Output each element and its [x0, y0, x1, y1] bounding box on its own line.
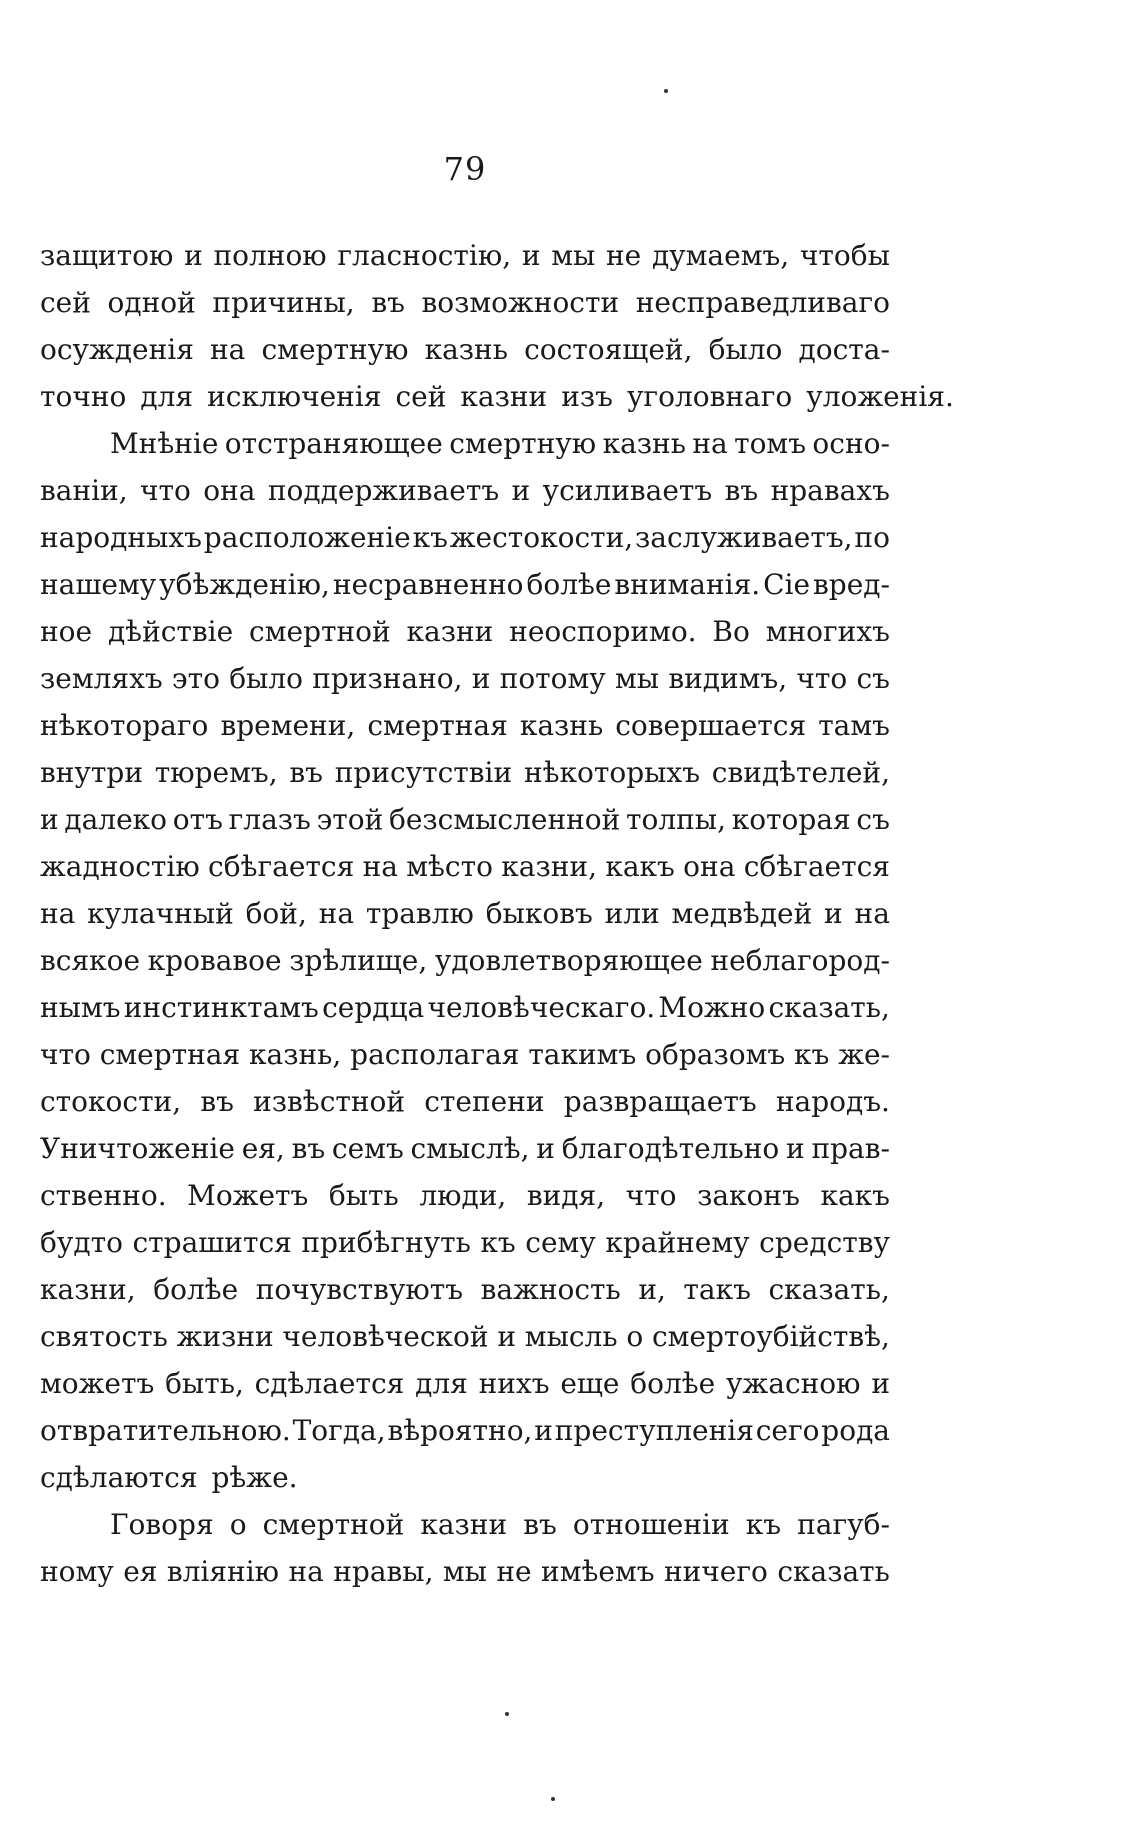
word: нравахъ	[770, 474, 890, 507]
word: народъ.	[775, 1085, 890, 1118]
word: совершается	[615, 709, 807, 742]
word: человѣческаго.	[427, 991, 656, 1024]
text-line	[40, 1219, 890, 1266]
word: смертную	[449, 427, 597, 460]
word: полною	[213, 239, 327, 272]
word: жестокости,	[449, 521, 634, 554]
word: отвратительною.	[40, 1414, 291, 1447]
word: неоспоримо.	[509, 615, 697, 648]
word: съ	[856, 662, 890, 695]
word: прав-	[811, 1132, 890, 1165]
word: на	[362, 850, 398, 883]
word: сбѣгается	[208, 850, 355, 883]
text-line	[40, 1407, 890, 1454]
word: дѣйствіе	[107, 615, 234, 648]
word: Тогда,	[292, 1414, 386, 1447]
word: земляхъ	[40, 662, 163, 695]
text-line	[40, 937, 890, 984]
word: тамъ	[818, 709, 890, 742]
word: пагуб-	[797, 1508, 890, 1541]
word: нравы,	[333, 1555, 434, 1588]
word: Уничтоженіе	[40, 1132, 235, 1165]
text-line	[40, 279, 890, 326]
word: отстраняющее	[224, 427, 443, 460]
word: на	[288, 1555, 324, 1588]
word: Можно	[658, 991, 766, 1024]
word: сказать,	[768, 1273, 890, 1306]
word: и	[536, 1132, 555, 1165]
word: къ	[480, 1226, 516, 1259]
text-line	[40, 561, 890, 608]
word: располагая	[350, 1038, 520, 1071]
text-line	[40, 1031, 890, 1078]
word: видимъ,	[668, 662, 788, 695]
word: мы	[615, 662, 660, 695]
word: и	[497, 1320, 517, 1353]
text-line	[40, 467, 890, 514]
word: вѣроятно,	[387, 1414, 533, 1447]
word: и	[471, 662, 491, 695]
word: было	[229, 662, 303, 695]
word: свидѣтелей,	[711, 756, 890, 789]
word: это	[171, 662, 220, 695]
word: средству	[759, 1226, 890, 1259]
word: исключенія	[207, 380, 382, 413]
word: быть	[328, 1179, 399, 1212]
word: рода	[821, 1414, 890, 1447]
word: сказать,	[768, 991, 890, 1024]
word: мысль	[524, 1320, 618, 1353]
word: что	[625, 1179, 677, 1212]
word: сбѣгается	[743, 850, 890, 883]
word: къ	[412, 521, 448, 554]
word: сей	[40, 286, 91, 319]
text-line	[40, 514, 890, 561]
word: томъ	[734, 427, 807, 460]
word: смыслѣ,	[410, 1132, 530, 1165]
word: на	[210, 333, 246, 366]
text-line	[40, 796, 890, 843]
word: и	[824, 897, 843, 930]
text-line	[40, 984, 890, 1031]
word: ное	[40, 615, 93, 648]
word: въ	[724, 474, 759, 507]
word: благодѣтельно	[561, 1132, 780, 1165]
word: ужасною	[726, 1367, 861, 1400]
word: присутствіи	[334, 756, 513, 789]
word: казни	[460, 380, 548, 413]
word: состоящей,	[524, 333, 693, 366]
word: можетъ	[40, 1367, 155, 1400]
word: сдѣлаются	[40, 1461, 198, 1494]
word: на	[692, 427, 728, 460]
text-line	[40, 749, 890, 796]
word: признано,	[312, 662, 463, 695]
word: что	[40, 1038, 91, 1071]
word: о	[229, 1508, 247, 1541]
word: нымъ	[40, 991, 121, 1024]
text-line	[40, 702, 890, 749]
word: въ	[289, 756, 323, 789]
word: въ	[200, 1085, 234, 1118]
body-text	[40, 232, 954, 1595]
word: ному	[40, 1555, 114, 1588]
word: усиливаетъ	[542, 474, 713, 507]
word: нихъ	[478, 1367, 550, 1400]
word: мы	[551, 239, 596, 272]
word: казнь	[519, 709, 604, 742]
text-line	[40, 655, 890, 702]
word: ственно.	[40, 1179, 167, 1212]
word: такимъ	[528, 1038, 637, 1071]
word: семъ	[331, 1132, 404, 1165]
text-line	[40, 608, 890, 655]
word: и	[521, 239, 541, 272]
word: имѣемъ	[541, 1555, 655, 1588]
word: еще	[560, 1367, 620, 1400]
text-line	[40, 1266, 890, 1313]
text-line	[40, 1360, 890, 1407]
text-line	[40, 1078, 890, 1125]
word: чтобы	[799, 239, 890, 272]
word: казни,	[40, 1273, 136, 1306]
page-number: 79	[443, 150, 487, 188]
word: не	[606, 239, 642, 272]
print-speck	[664, 89, 668, 93]
word: возможности	[421, 286, 620, 319]
word: быть,	[165, 1367, 244, 1400]
word: въ	[523, 1508, 557, 1541]
word: въ	[371, 286, 405, 319]
word: неблагород-	[710, 944, 890, 977]
word: и,	[638, 1273, 666, 1306]
word: расположеніе	[203, 521, 411, 554]
word: удовлетворяющее	[434, 944, 703, 977]
word: извѣстной	[253, 1085, 406, 1118]
word: развращаетъ	[563, 1085, 757, 1118]
word: этой	[316, 803, 384, 836]
word: Мнѣніе	[110, 427, 219, 460]
text-line	[40, 326, 890, 373]
word: она	[683, 850, 736, 883]
word: образомъ	[645, 1038, 786, 1071]
word: которая	[731, 803, 851, 836]
word: къ	[745, 1508, 782, 1541]
word: и	[786, 1132, 805, 1165]
word: уложенія.	[806, 380, 954, 413]
word: казни,	[501, 850, 597, 883]
word: сердца	[322, 991, 425, 1024]
word: смертную	[261, 333, 409, 366]
word: вліянію	[166, 1555, 280, 1588]
word: толпы,	[626, 803, 726, 836]
word: она	[203, 474, 256, 507]
word: медвѣдей	[671, 897, 813, 930]
word: всякое	[40, 944, 141, 977]
word: люди,	[419, 1179, 507, 1212]
word: какъ	[605, 850, 675, 883]
word: прибѣгнуть	[301, 1226, 471, 1259]
word: для	[415, 1367, 468, 1400]
word: Говоря	[110, 1508, 214, 1541]
word: точно	[40, 380, 127, 413]
word: травлю	[365, 897, 474, 930]
text-line	[40, 1313, 890, 1360]
word: важность	[480, 1273, 621, 1306]
word: болѣе	[153, 1273, 239, 1306]
word: глазъ	[228, 803, 311, 836]
word: болѣе	[526, 568, 612, 601]
word: ея	[123, 1555, 158, 1588]
text-line	[40, 843, 890, 890]
word: изъ	[561, 380, 613, 413]
word: и	[871, 1367, 890, 1400]
word: будто	[40, 1226, 123, 1259]
word: страшится	[132, 1226, 292, 1259]
word: почувствуютъ	[255, 1273, 464, 1306]
word: казни	[406, 615, 494, 648]
text-line	[40, 1454, 890, 1501]
text-line	[40, 1172, 890, 1219]
word: смертная	[99, 1038, 241, 1071]
word: казнь,	[249, 1038, 342, 1071]
word: многихъ	[765, 615, 890, 648]
word: сей	[395, 380, 447, 413]
print-speck	[551, 1797, 555, 1801]
word: такъ	[683, 1273, 751, 1306]
word: осно-	[812, 427, 890, 460]
word: смертной	[249, 615, 391, 648]
word: казнь	[602, 427, 686, 460]
word: и	[184, 239, 203, 272]
word: смертной	[262, 1508, 405, 1541]
word: жадностію	[40, 850, 200, 883]
word: Сіе	[763, 568, 811, 601]
word: Во	[712, 615, 750, 648]
text-line	[40, 373, 954, 420]
word: смертная	[367, 709, 508, 742]
word: уголовнаго	[626, 380, 793, 413]
word: казни	[420, 1508, 508, 1541]
word: къ	[794, 1038, 830, 1071]
word: ея,	[241, 1132, 285, 1165]
word: тюремъ,	[154, 756, 278, 789]
word: защитою	[40, 239, 174, 272]
word: народныхъ	[40, 521, 202, 554]
text-line	[40, 232, 890, 279]
word: или	[604, 897, 660, 930]
word: что	[140, 474, 191, 507]
word: и	[534, 1414, 553, 1447]
word: бой,	[245, 897, 307, 930]
word: какъ	[820, 1179, 890, 1212]
word: мѣсто	[406, 850, 493, 883]
word: безсмысленной	[388, 803, 621, 836]
word: смертоубійствѣ,	[651, 1320, 890, 1353]
word: сдѣлается	[254, 1367, 405, 1400]
word: было	[708, 333, 783, 366]
word: болѣе	[630, 1367, 716, 1400]
text-line	[40, 1125, 890, 1172]
word: причины,	[212, 286, 355, 319]
word: же-	[838, 1038, 890, 1071]
word: заслуживаетъ,	[635, 521, 853, 554]
word: казнь	[424, 333, 508, 366]
word: рѣже.	[211, 1461, 298, 1494]
text-line	[40, 890, 890, 937]
word: по	[854, 521, 890, 554]
word: въ	[291, 1132, 326, 1165]
word: Можетъ	[187, 1179, 309, 1212]
word: кулачный	[87, 897, 234, 930]
word: сего	[755, 1414, 820, 1447]
word: о	[626, 1320, 644, 1353]
word: инстинктамъ	[123, 991, 319, 1024]
word: вниманія.	[614, 568, 761, 601]
word: съ	[856, 803, 890, 836]
word: на	[318, 897, 355, 930]
word: жизни	[176, 1320, 274, 1353]
print-speck	[505, 1712, 509, 1716]
word: сказать	[777, 1555, 890, 1588]
text-line	[40, 420, 890, 467]
word: мы	[442, 1555, 487, 1588]
word: не	[496, 1555, 532, 1588]
word: отношеніи	[572, 1508, 730, 1541]
word: гласностію,	[337, 239, 512, 272]
word: и	[40, 803, 59, 836]
word: ваніи,	[40, 474, 128, 507]
word: сему	[525, 1226, 596, 1259]
word: святость	[40, 1320, 168, 1353]
text-line	[40, 1548, 890, 1595]
word: времени,	[220, 709, 356, 742]
word: нашему	[40, 568, 157, 601]
word: преступленія	[554, 1414, 754, 1447]
word: несравненно	[332, 568, 524, 601]
word: одной	[107, 286, 196, 319]
word: кровавое	[147, 944, 282, 977]
word: стокости,	[40, 1085, 182, 1118]
word: убѣжденію,	[159, 568, 330, 601]
word: человѣческой	[282, 1320, 489, 1353]
word: думаемъ,	[651, 239, 790, 272]
word: на	[40, 897, 76, 930]
word: внутри	[40, 756, 143, 789]
word: отъ	[172, 803, 223, 836]
word: на	[854, 897, 890, 930]
word: быковъ	[485, 897, 593, 930]
word: поддерживаетъ	[267, 474, 500, 507]
word: что	[796, 662, 848, 695]
word: и	[511, 474, 531, 507]
word: степени	[424, 1085, 545, 1118]
word: несправедливаго	[635, 286, 890, 319]
word: вред-	[813, 568, 890, 601]
word: законъ	[697, 1179, 800, 1212]
word: видя,	[526, 1179, 606, 1212]
word: потому	[499, 662, 606, 695]
word: для	[140, 380, 194, 413]
word: ничего	[663, 1555, 768, 1588]
word: далеко	[64, 803, 168, 836]
word: доста-	[798, 333, 890, 366]
text-line	[40, 1501, 890, 1548]
word: крайнему	[605, 1226, 750, 1259]
word: нѣкоторыхъ	[523, 756, 701, 789]
word: осужденія	[40, 333, 194, 366]
word: нѣкотораго	[40, 709, 209, 742]
word: зрѣлище,	[289, 944, 428, 977]
